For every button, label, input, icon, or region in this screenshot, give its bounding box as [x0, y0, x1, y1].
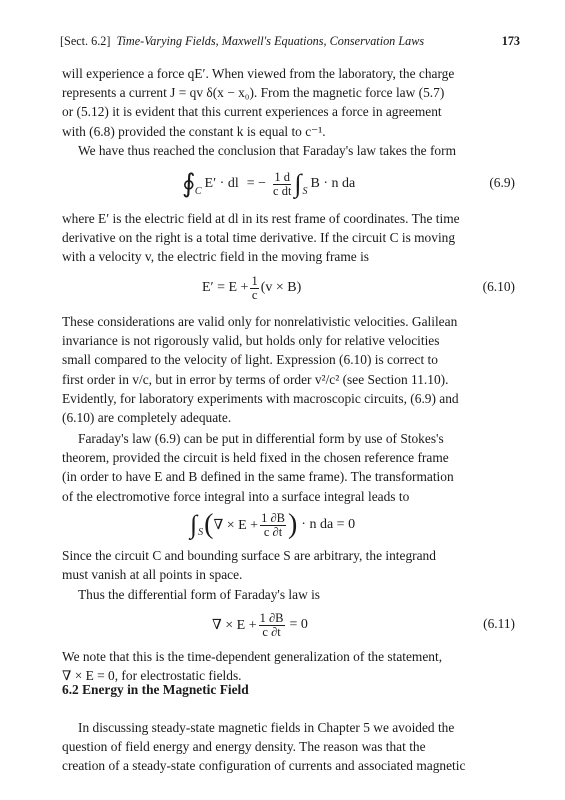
- paragraph-5: [62, 429, 517, 506]
- equation-surface-integral: [62, 505, 517, 545]
- text-line: derivative on the right is a total time derivative. If the circuit C is moving: [62, 230, 456, 246]
- paragraph-1: [62, 64, 517, 141]
- text-line: Since the circuit C and bounding surface S are arbitrary, the integrand: [62, 548, 436, 563]
- text-line: invariance is not rigorously valid, but holds only for relative velocities: [62, 333, 440, 349]
- equation-lhs: ∇ × E +: [212, 617, 257, 633]
- text-line: of the electromotive force integral into a surface integral leads to: [62, 488, 410, 504]
- paragraph-4: [62, 312, 517, 427]
- fraction-denominator: c ∂t: [262, 624, 281, 639]
- left-paren: (: [204, 509, 214, 540]
- equation-6-11: [62, 605, 517, 645]
- surface-integral-sign: ∫ S: [190, 512, 197, 538]
- fraction: [259, 612, 285, 639]
- integral-subscript: C: [194, 186, 202, 197]
- text-line: Thus the differential form of Faraday's law is: [78, 587, 321, 602]
- text-line: theorem, provided the circuit is held fixed in the chosen reference frame: [62, 450, 449, 466]
- text-line: represents a current J = qv δ(x − x₀). From the magnetic force law (5.7): [62, 85, 445, 101]
- paragraph-6: [62, 546, 517, 584]
- paragraph-9: [62, 718, 517, 776]
- text-line: Faraday's law (6.9) can be put in differential form by use of Stokes's: [78, 431, 444, 446]
- rhs-integrand: B · n da: [310, 176, 356, 191]
- equation-number: (6.10): [482, 279, 515, 294]
- header-section: [Sect. 6.2]: [60, 34, 111, 48]
- equation-lhs: E′ = E +: [202, 280, 249, 295]
- equation-body: [182, 164, 355, 204]
- section-heading: 6.2 Energy in the Magnetic Field: [62, 682, 249, 697]
- paragraph-2: [62, 141, 517, 160]
- equation-rhs: = 0: [289, 617, 308, 632]
- text-line: (in order to have E and B defined in the same frame). The transformation: [62, 469, 454, 485]
- contour-integral-sign: ∮ C: [182, 171, 196, 197]
- text-line: with (6.8) provided the constant k is equal to c⁻¹.: [62, 123, 326, 139]
- equation-body: [212, 605, 308, 645]
- surface-integral-sign: ∫ S: [294, 171, 301, 197]
- fraction-numerator: 1 ∂B: [259, 610, 284, 625]
- fraction-denominator: c dt: [273, 183, 292, 198]
- equation-number: (6.11): [483, 616, 515, 631]
- text-line: question of field energy and energy density. The reason was that the: [62, 739, 426, 755]
- equation-6-9: [62, 164, 517, 204]
- text-line: or (5.12) it is evident that this current experiences a force in agreement: [62, 104, 442, 120]
- equation-body: [190, 505, 355, 545]
- text-line: In discussing steady-state magnetic fields in Chapter 5 we avoided the: [78, 720, 455, 735]
- fraction-numerator: 1 ∂B: [261, 510, 285, 525]
- fraction: [260, 512, 286, 539]
- text-line: (6.10) are completely adequate.: [62, 410, 232, 426]
- text-line: These considerations are valid only for nonrelativistic velocities. Galilean: [62, 314, 458, 329]
- equation-rhs: (v × B): [260, 280, 302, 295]
- fraction: [250, 275, 258, 302]
- equation-body: [202, 268, 301, 308]
- fraction: [272, 171, 292, 198]
- running-header: [60, 34, 520, 49]
- header-title: Time-Varying Fields, Maxwell's Equations, Conservation Laws: [116, 34, 425, 48]
- text-line: with a velocity v, the electric field in the moving frame is: [62, 249, 370, 265]
- text-line: We note that this is the time-dependent generalization of the statement,: [62, 649, 443, 664]
- lhs-integrand: E′ · dl: [204, 176, 239, 191]
- text-line: We have thus reached the conclusion that Faraday's law takes the form: [78, 143, 456, 158]
- fraction-numerator: 1: [251, 273, 258, 288]
- text-line: will experience a force qE′. When viewed from the laboratory, the charge: [62, 66, 455, 81]
- paragraph-8: [62, 647, 517, 685]
- paragraph-7: [62, 585, 517, 604]
- integral-subscript: S: [302, 186, 308, 197]
- text-line: where E′ is the electric field at dl in its rest frame of coordinates. The time: [62, 211, 460, 226]
- text-line: ∇ × E = 0, for electrostatic fields.: [62, 668, 242, 684]
- equation-number: (6.9): [489, 175, 515, 190]
- fraction-numerator: 1 d: [274, 169, 291, 184]
- text-line: first order in v/c, but in error by terms of order v²/c² (see Section 11.10).: [62, 371, 449, 387]
- text-line: creation of a steady-state configuration of currents and associated magnetic: [62, 758, 466, 774]
- paragraph-3: [62, 209, 517, 267]
- fraction-denominator: c: [251, 287, 258, 302]
- inner-lhs: ∇ × E +: [213, 517, 259, 533]
- text-line: Evidently, for laboratory experiments with macroscopic circuits, (6.9) and: [62, 390, 459, 406]
- text-line: small compared to the velocity of light. Expression (6.10) is correct to: [62, 352, 438, 368]
- right-paren: ): [287, 509, 298, 540]
- fraction-denominator: c ∂t: [263, 524, 283, 539]
- equation-6-10: [62, 268, 517, 308]
- equation-rhs: · n da = 0: [301, 517, 356, 532]
- text-line: must vanish at all points in space.: [62, 567, 243, 583]
- page-number: 173: [501, 34, 520, 48]
- integral-subscript: S: [198, 527, 204, 538]
- equals-sign: = −: [246, 176, 267, 191]
